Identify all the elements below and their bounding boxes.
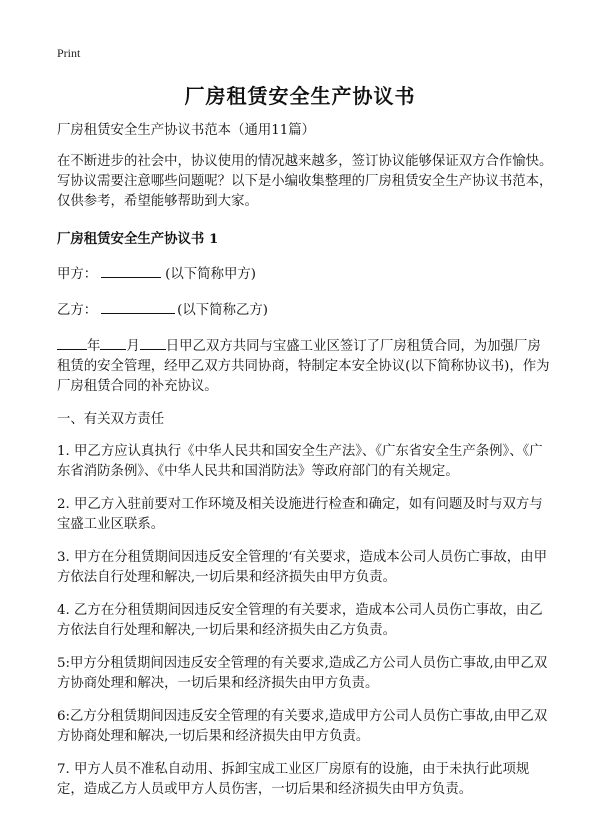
party-a-line (57, 263, 553, 285)
document-body (57, 121, 553, 813)
list-item: 5:甲方分租赁期间因违反安全管理的有关要求,造成乙方公司人员伤亡事故,由甲乙双方协商处理和解决，一切后果和经济损失由甲方负责。 (57, 656, 548, 691)
day-blank (140, 335, 166, 350)
party-a-label: 甲方： (57, 267, 98, 282)
year-blank (57, 335, 87, 350)
party-a-suffix: (以下简称甲方) (165, 267, 256, 282)
party-b-blank (101, 299, 175, 314)
print-link[interactable]: Print (57, 46, 81, 60)
list-item: 3. 甲方在分租赁期间因违反安全管理的‘有关要求，造成本公司人员伤亡事故，由甲方依法自行处理和解决,一切后果和经济损失由甲方负责。 (57, 550, 547, 585)
agreement-intro-paragraph (57, 335, 553, 397)
party-b-label: 乙方： (57, 303, 98, 318)
list-item: 2. 甲乙方入驻前要对工作环境及相关设施进行检查和确定，如有问题及时与双方与宝盛工业区联系。 (57, 497, 543, 532)
date-month-label: 月 (126, 339, 140, 354)
intro-paragraph: 在不断进步的社会中，协议使用的情况越来越多，签订协议能够保证双方合作愉快。写协议需要注意哪些问题呢？以下是小编收集整理的厂房租赁安全生产协议书范本，仅供参考，希望能够帮助到大家。 (57, 154, 553, 209)
party-b-suffix: (以下简称乙方) (177, 303, 268, 318)
list-item: 4. 乙方在分租赁期间因违反安全管理的有关要求，造成本公司人员伤亡事故，由乙方依法自行处理和解决,一切后果和经济损失由乙方负责。 (57, 603, 543, 638)
date-year-label: 年 (87, 339, 101, 354)
list-item: 1. 甲乙方应认真执行《中华人民共和国安全生产法》、《广东省安全生产条例》、《广东省消防条例》、《中华人民共和国消防法》等政府部门的有关规定。 (57, 444, 543, 479)
agreement-intro-text: 日甲乙双方共同与宝盛工业区签订了厂房租赁合同，为加强厂房租赁的安全管理，经甲乙双方共同协商，特制定本安全协议(以下简称协议书)，作为厂房租赁合同的补充协议。 (57, 339, 550, 394)
party-b-line (57, 299, 553, 321)
list-item: 7. 甲方人员不准私自动用、拆卸宝成工业区厂房原有的设施，由于未执行此项规定，造成乙方人员或甲方人员伤害，一切后果和经济损失由甲方负责。 (57, 762, 530, 797)
party-a-blank (101, 263, 161, 278)
month-blank (100, 335, 126, 350)
section-one-heading: 一、有关双方责任 (57, 412, 165, 427)
document-subtitle: 厂房租赁安全生产协议书范本（通用11篇） (57, 123, 316, 138)
section-heading: 厂房租赁安全生产协议书 1 (57, 231, 219, 247)
list-item: 6:乙方分租赁期间因违反安全管理的有关要求,造成甲方公司人员伤亡事故,由甲乙双方协商处理和解决,一切后果和经济损失由甲方负责。 (57, 709, 548, 744)
document-title: 厂房租赁安全生产协议书 (184, 84, 416, 108)
